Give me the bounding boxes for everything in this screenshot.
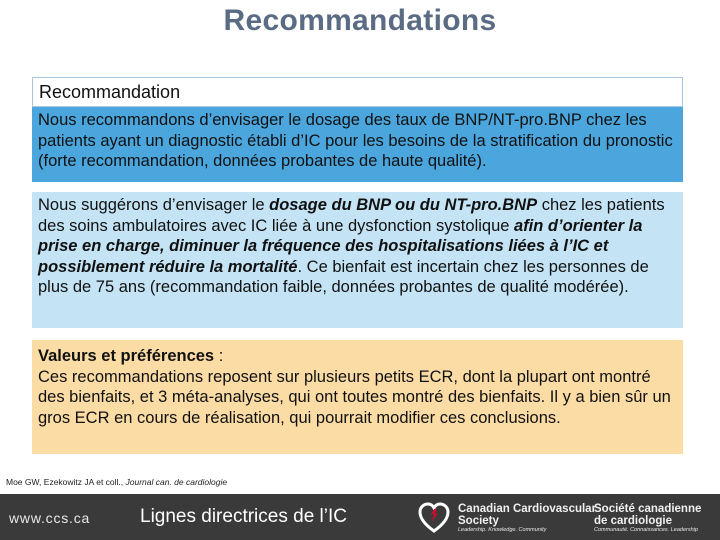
values-preferences-text: Ces recommandations reposent sur plusieurs petits ECR, dont la plupart ont montré des bienfaits, et 3 méta-analyses, qui ont toutes montré des bienfaits. Il y a bien sûr un gros ECR en cours de réalisation, qui pourrait modifier ces conclusions. [38,367,671,427]
recommendation-header-label: Recommandation [39,82,181,102]
weak-rec-emphasis1: dosage du BNP ou du NT-pro.BNP [269,196,538,214]
page-title: Recommandations [223,4,497,37]
logo-en-line1: Canadian Cardiovascular [458,503,597,515]
recommendation-header [32,77,683,107]
footer-url-link[interactable]: www.ccs.ca [9,510,91,526]
reference-journal: Journal can. de cardiologie [125,477,228,487]
ccs-heart-logo-icon [418,500,450,534]
values-preferences-title: Valeurs et préférences [38,347,215,365]
logo-fr-line2: de cardiologie [594,515,672,527]
footer-bar [0,494,720,540]
weak-recommendation-box [32,192,683,328]
weak-rec-part2: chez les patients des soins ambulatoires avec IC liée à une dysfonction systolique [38,196,665,235]
logo-french-name [594,503,701,527]
weak-rec-part3: . Ce bienfait est incertain chez les personnes de plus de 75 ans (recommandation faible, données probantes de qualité modérée). [38,257,649,296]
values-preferences-heading [38,346,677,367]
values-preferences-box [32,340,683,454]
logo-english-name [458,503,596,527]
strong-recommendation-box [32,107,683,182]
reference-citation [6,477,227,487]
logo-fr-line1: Société canadienne [594,503,702,515]
footer-guidelines-title: Lignes directrices de l’IC [140,506,347,527]
weak-recommendation-text [38,195,677,298]
weak-rec-emphasis2: afin d’orienter la prise en charge, diminuer la fréquence des hospitalisations liées à l’IC et possiblement réduire la mortalité [38,216,643,276]
logo-fr-tagline: Communauté. Connaissances. Leadership [594,527,698,533]
strong-recommendation-text: Nous recommandons d’envisager le dosage des taux de BNP/NT-pro.BNP chez les patients ayant un diagnostic établi d’IC pour les besoins de la stratification du pronostic (forte recommandation, données probantes de haute qualité). [38,111,673,170]
logo-en-tagline: Leadership. Knowledge. Community [458,527,547,533]
reference-authors: Moe GW, Ezekowitz JA et coll., [6,477,126,487]
values-preferences-colon: : [214,347,224,365]
weak-rec-part1: Nous suggérons d’envisager le [38,196,270,214]
logo-en-line2: Society [458,515,499,527]
